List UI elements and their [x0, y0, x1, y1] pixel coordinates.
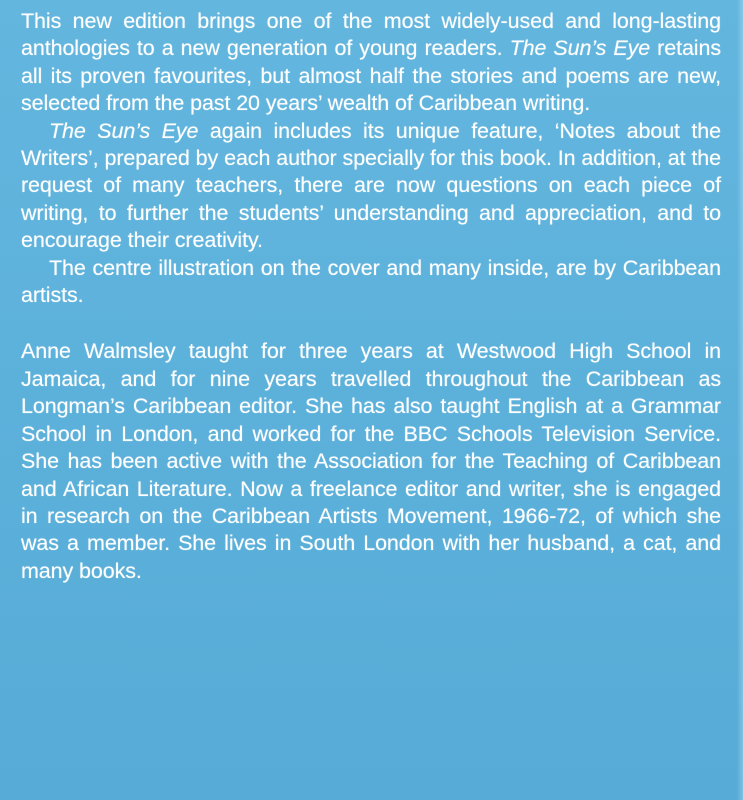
blurb-p1-text-b: retains all its proven favourites, but almost half the stories and poems are new, selected from the past 20 years’ wealth of Caribbean writing.: [21, 36, 721, 116]
blurb-paragraph-1: [21, 8, 721, 118]
blurb-p2-text: again includes its unique feature, ‘Notes about the Writers’, prepared by each author specially for this book. In addition, at the request of many teachers, there are now questions on each piece of writing, to further the students’ understanding and appreciation, and to encourage their creativity.: [21, 118, 722, 253]
book-title-italic: The Sun’s Eye: [509, 36, 651, 61]
blurb-paragraph-2: [21, 118, 721, 255]
blurb-p1-text-a: This new edition brings one of the most widely-used and long-lasting anthologies to a new generation of young readers.: [21, 9, 721, 61]
section-gap: [21, 309, 721, 338]
author-bio-paragraph: [21, 338, 721, 585]
book-title-italic: The Sun’s Eye: [49, 118, 199, 143]
blurb-paragraph-3: [21, 255, 721, 310]
blurb-p3-text: The centre illustration on the cover and many inside, are by Caribbean artists.: [21, 255, 721, 308]
author-bio-text: Anne Walmsley taught for three years at Westwood High School in Jamaica, and for nine years travelled throughout the Caribbean as Longman’s Caribbean editor. She has also taught English at a Grammar School in London, and worked for the BBC Schools Television Service. She has been active with the Association for the Teaching of Caribbean and African Literature. Now a freelance editor and writer, she is engaged in research on the Caribbean Artists Movement, 1966-72, of which she was a member. She lives in South London with her husband, a cat, and many books.: [21, 339, 721, 583]
